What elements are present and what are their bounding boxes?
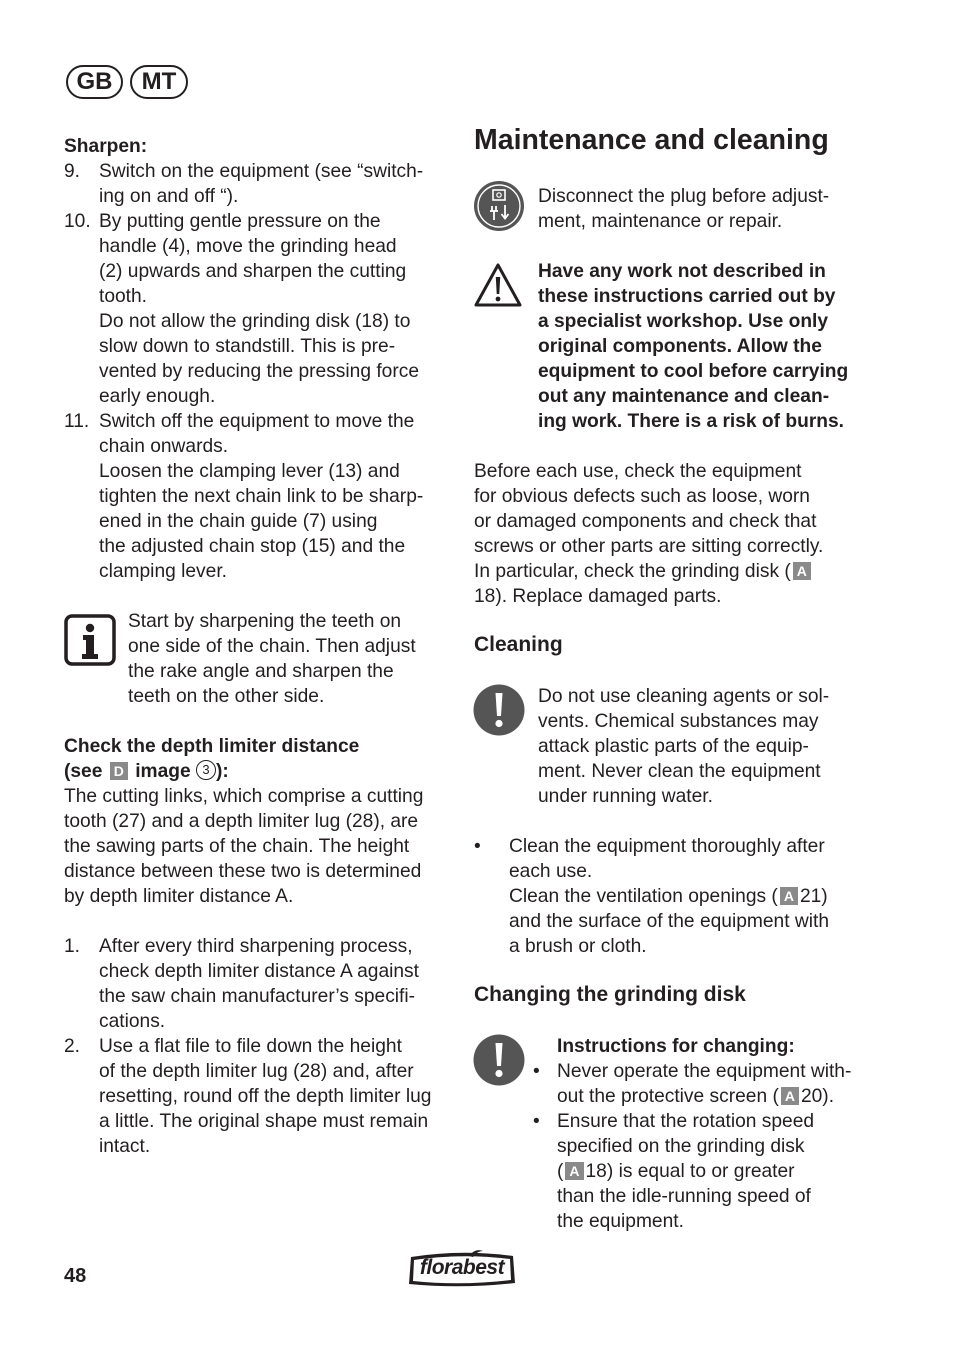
disk-b1-post: 20). — [800, 1086, 835, 1107]
step-line: tighten the next chain link to be sharp- — [99, 486, 424, 507]
depth-para-line: the sawing parts of the chain. The height — [64, 836, 410, 857]
cleaning-note-line: attack plastic parts of the equip- — [538, 736, 809, 757]
figure-badge-a: A — [793, 562, 811, 580]
sharpen-heading: Sharpen: — [64, 136, 148, 157]
clean-bullet-line: each use. — [509, 861, 593, 882]
step-line: vented by reducing the pressing force — [99, 361, 419, 382]
step-line: clamping lever. — [99, 561, 227, 582]
check-line: screws or other parts are sitting correctly. — [474, 536, 824, 557]
step-line: resetting, round off the depth limiter lug — [99, 1086, 432, 1107]
disk-bullet-line: than the idle-running speed of — [557, 1186, 811, 1207]
depth-para-line: The cutting links, which comprise a cutting — [64, 786, 424, 807]
step-number: 1. — [64, 936, 81, 957]
info-line: teeth on the other side. — [128, 686, 325, 707]
clean-vent-line: a brush or cloth. — [509, 936, 647, 957]
warning-icon — [473, 262, 523, 308]
logo-text: florabest — [419, 1256, 505, 1279]
step-line: chain onwards. — [99, 436, 229, 457]
step-line: intact. — [99, 1136, 151, 1157]
warning-line: ing work. There is a risk of burns. — [538, 411, 845, 432]
info-line: one side of the chain. Then adjust — [128, 636, 416, 657]
step-line: tooth. — [99, 286, 148, 307]
disk-bullet-line: the equipment. — [557, 1211, 684, 1232]
step-line: Do not allow the grinding disk (18) to — [99, 311, 411, 332]
cleaning-heading: Cleaning — [474, 633, 563, 656]
cleaning-note-line: under running water. — [538, 786, 713, 807]
depth-para-line: tooth (27) and a depth limiter lug (28), are — [64, 811, 419, 832]
bullet: • — [533, 1061, 540, 1082]
check-line-ref — [474, 559, 813, 584]
brand-logo — [405, 1247, 519, 1289]
plug-line: Disconnect the plug before adjust- — [538, 186, 830, 207]
warning-line: out any maintenance and clean- — [538, 386, 830, 407]
step-line: slow down to standstill. This is pre- — [99, 336, 396, 357]
cleaning-note-line: vents. Chemical substances may — [538, 711, 819, 732]
bullet: • — [533, 1111, 540, 1132]
check-line: Before each use, check the equipment — [474, 461, 802, 482]
caution-icon — [473, 1034, 525, 1086]
step-number: 10. — [64, 211, 91, 232]
warning-line: Have any work not described in — [538, 261, 826, 282]
disk-instructions-heading: Instructions for changing: — [557, 1036, 795, 1057]
check-line: for obvious defects such as loose, worn — [474, 486, 810, 507]
check-ref-pre: In particular, check the grinding disk ( — [474, 561, 791, 582]
step-line: ened in the chain guide (7) using — [99, 511, 378, 532]
disk-b2-post: 18) is equal to or greater — [585, 1161, 795, 1182]
depth-ref-pre: (see — [64, 761, 103, 782]
step-line: the saw chain manufacturer’s specifi- — [99, 986, 416, 1007]
step-line: ing on and off “). — [99, 186, 239, 207]
plug-line: ment, maintenance or repair. — [538, 211, 783, 232]
disk-b2-pre: ( — [557, 1161, 564, 1182]
disk-bullet-line: Ensure that the rotation speed — [557, 1111, 815, 1132]
warning-line: equipment to cool before carrying — [538, 361, 849, 382]
depth-heading-ref — [64, 759, 229, 784]
figure-badge-d: D — [110, 762, 128, 780]
step-line: (2) upwards and sharpen the cutting — [99, 261, 407, 282]
figure-badge-a: A — [781, 1087, 799, 1105]
step-number: 2. — [64, 1036, 81, 1057]
circled-number: 3 — [196, 760, 216, 780]
lang-badge-mt: MT — [130, 65, 188, 99]
step-line: By putting gentle pressure on the — [99, 211, 381, 232]
disk-heading: Changing the grinding disk — [474, 983, 746, 1006]
step-line: check depth limiter distance A against — [99, 961, 419, 982]
depth-heading: Check the depth limiter distance — [64, 736, 360, 757]
vent-pre: Clean the ventilation openings ( — [509, 886, 778, 907]
warning-line: these instructions carried out by — [538, 286, 836, 307]
disk-bullet-line — [557, 1084, 834, 1109]
warning-line: original components. Allow the — [538, 336, 822, 357]
cleaning-note-line: ment. Never clean the equipment — [538, 761, 821, 782]
vent-post: 21) — [799, 886, 828, 907]
step-line: Switch off the equipment to move the — [99, 411, 415, 432]
step-line: the adjusted chain stop (15) and the — [99, 536, 406, 557]
cleaning-note-line: Do not use cleaning agents or sol- — [538, 686, 830, 707]
depth-para-line: distance between these two is determined — [64, 861, 422, 882]
step-number: 9. — [64, 161, 81, 182]
check-line: 18). Replace damaged parts. — [474, 586, 722, 607]
unplug-icon — [473, 180, 525, 232]
page-number: 48 — [64, 1265, 87, 1287]
caution-icon — [473, 684, 525, 736]
depth-ref-mid: image — [135, 761, 191, 782]
disk-bullet-line: Never operate the equipment with- — [557, 1061, 852, 1082]
step-line: early enough. — [99, 386, 216, 407]
disk-bullet-line — [557, 1159, 795, 1184]
section-title: Maintenance and cleaning — [474, 124, 829, 156]
info-line: Start by sharpening the teeth on — [128, 611, 402, 632]
step-line: After every third sharpening process, — [99, 936, 413, 957]
warning-line: a specialist workshop. Use only — [538, 311, 829, 332]
figure-badge-a: A — [565, 1162, 583, 1180]
check-line: or damaged components and check that — [474, 511, 817, 532]
depth-ref-post: ): — [216, 761, 229, 782]
clean-vent-line: and the surface of the equipment with — [509, 911, 829, 932]
figure-badge-a: A — [780, 887, 798, 905]
step-line: a little. The original shape must remain — [99, 1111, 429, 1132]
info-line: the rake angle and sharpen the — [128, 661, 394, 682]
step-line: cations. — [99, 1011, 166, 1032]
step-line: Switch on the equipment (see “switch- — [99, 161, 424, 182]
depth-para-line: by depth limiter distance A. — [64, 886, 294, 907]
step-line: Use a flat file to file down the height — [99, 1036, 402, 1057]
disk-b1-pre: out the protective screen ( — [557, 1086, 779, 1107]
lang-badge-gb: GB — [66, 65, 123, 99]
info-icon — [64, 614, 116, 666]
step-number: 11. — [64, 411, 90, 432]
step-line: of the depth limiter lug (28) and, after — [99, 1061, 414, 1082]
disk-bullet-line: specified on the grinding disk — [557, 1136, 805, 1157]
clean-bullet-line: Clean the equipment thoroughly after — [509, 836, 825, 857]
step-line: handle (4), move the grinding head — [99, 236, 397, 257]
clean-vent-line — [509, 884, 828, 909]
bullet: • — [474, 836, 481, 857]
step-line: Loosen the clamping lever (13) and — [99, 461, 400, 482]
